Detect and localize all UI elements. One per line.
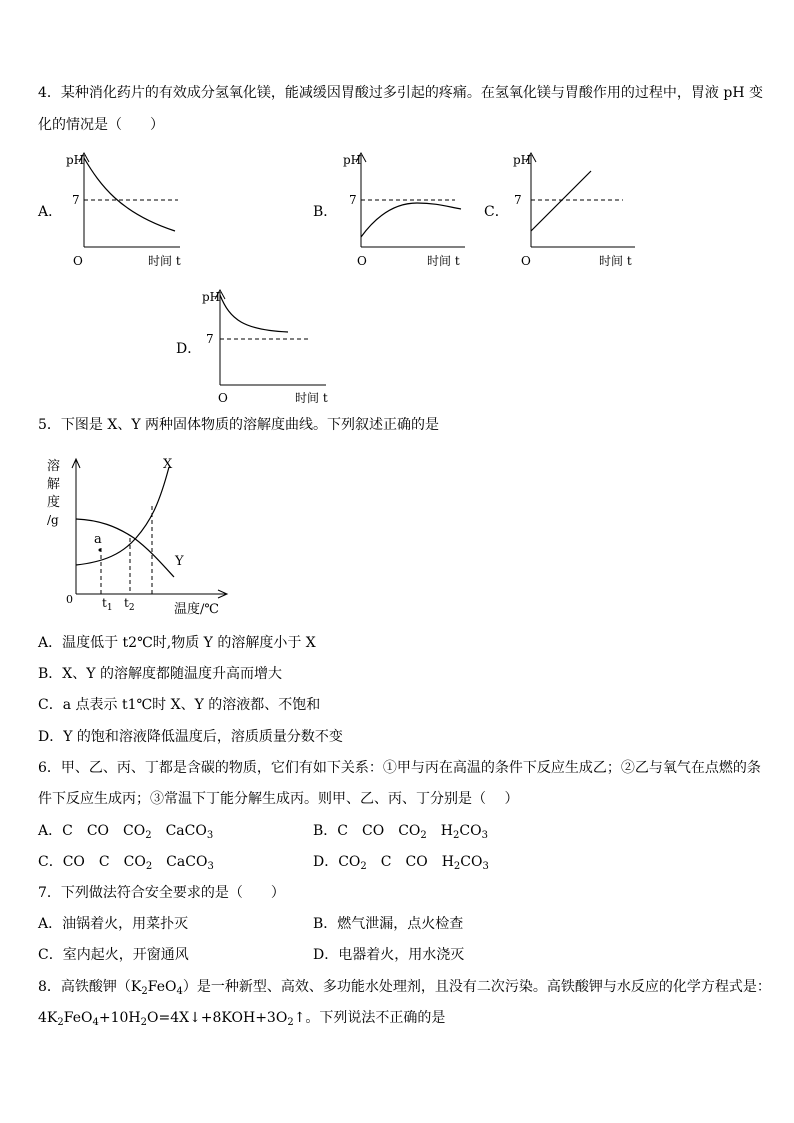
q7-stem: 7．下列做法符合安全要求的是（ ） [38, 885, 285, 901]
y-label: pH [343, 153, 362, 167]
seven-label: 7 [514, 193, 522, 207]
seven-label: 7 [72, 193, 80, 207]
point-a [99, 549, 102, 552]
q6-stem-line1: 6．甲、乙、丙、丁都是含碳的物质，它们有如下关系：①甲与丙在高温的条件下反应生成乙；②乙与氧气在点燃的条 [38, 760, 761, 776]
x-label: 时间 t [427, 254, 460, 268]
q7-option-a: A．油锅着火，用菜扑灭 [38, 916, 189, 932]
q5-stem: 5．下图是 X、Y 两种固体物质的溶解度曲线。下列叙述正确的是 [38, 417, 440, 433]
q4-graph-b [337, 145, 477, 275]
y-label-3: 度 [47, 495, 61, 510]
origin-label: O [218, 391, 228, 405]
y-label: pH [513, 153, 532, 167]
curve-x-label: X [163, 457, 173, 472]
q4-graph-a [60, 145, 200, 275]
y-label-4: /g [47, 513, 59, 527]
ph-curve [220, 295, 288, 332]
t1-label: $t_1$ [102, 596, 113, 613]
q6-option-d: D．$CO_2$ C CO $H_2CO_3$ [313, 854, 489, 872]
q4-stem-line1: 4．某种消化药片的有效成分氢氧化镁，能减缓因胃酸过多引起的疼痛。在氢氧化镁与胃酸作用的过程中，胃液 pH 变 [38, 85, 763, 101]
x-label: 时间 t [295, 391, 328, 405]
q5-option-c: C．a 点表示 t1℃时 X、Y 的溶液都、不饱和 [38, 697, 321, 713]
q4-option-a-label: A． [38, 204, 63, 220]
q4-graph-d [198, 282, 348, 412]
q6-stem-line2: 件下反应生成丙；③常温下丁能分解生成丙。则甲、乙、丙、丁分别是（ ） [38, 791, 519, 807]
q7-option-d: D．电器着火，用水浇灭 [313, 947, 465, 963]
q6-option-b: B．C CO $CO_2$ $H_2CO_3$ [313, 823, 488, 841]
y-label-1: 溶 [47, 459, 61, 474]
origin-label: O [73, 254, 83, 268]
q5-option-d: D．Y 的饱和溶液降低温度后，溶质质量分数不变 [38, 729, 343, 745]
ph-curve [361, 203, 461, 237]
q4-option-b-label: B． [313, 204, 338, 220]
q4-graph-c [507, 145, 647, 275]
q4-option-d-label: D． [176, 341, 202, 357]
y-label: pH [66, 153, 85, 167]
y-label: pH [202, 290, 221, 304]
q7-option-b: B．燃气泄漏，点火检查 [313, 916, 464, 932]
x-label: 时间 t [148, 254, 181, 268]
origin-label: 0 [66, 593, 73, 606]
q7-option-c: C．室内起火，开窗通风 [38, 947, 189, 963]
q5-option-b: B．X、Y 的溶解度都随温度升高而增大 [38, 666, 282, 682]
q4-option-c-label: C． [484, 204, 509, 220]
q6-option-a: A．C CO $CO_2$ CaCO$_3$ [38, 823, 214, 841]
ph-curve [84, 158, 175, 231]
t2-label: $t_2$ [124, 596, 135, 613]
ph-curve [531, 171, 591, 231]
curve-x [76, 467, 169, 565]
q8-stem-line1: 8．高铁酸钾$(K_2FeO_4)$是一种新型、高效、多功能水处理剂，且没有二次污染。高铁酸钾与水反应的化学方程式是： [38, 979, 771, 997]
q6-option-c: C．CO C $CO_2$ CaCO$_3$ [38, 854, 214, 872]
seven-label: 7 [206, 332, 214, 346]
x-label: 温度/℃ [174, 602, 219, 617]
y-label-2: 解 [47, 477, 61, 492]
q5-solubility-chart [44, 450, 244, 625]
x-label: 时间 t [599, 254, 632, 268]
q8-stem-line2: $4K_2FeO_4+10H_2O=4X↓+8KOH+3O_2↑$。下列说法不正确的是 [38, 1010, 446, 1028]
point-a-label: a [94, 532, 102, 547]
origin-label: O [357, 254, 367, 268]
q5-option-a: A．温度低于 t2℃时,物质 Y 的溶解度小于 X [38, 635, 316, 651]
q4-stem-line2: 化的情况是（ ） [38, 117, 164, 133]
curve-y-label: Y [175, 554, 184, 569]
seven-label: 7 [349, 193, 357, 207]
origin-label: O [521, 254, 531, 268]
